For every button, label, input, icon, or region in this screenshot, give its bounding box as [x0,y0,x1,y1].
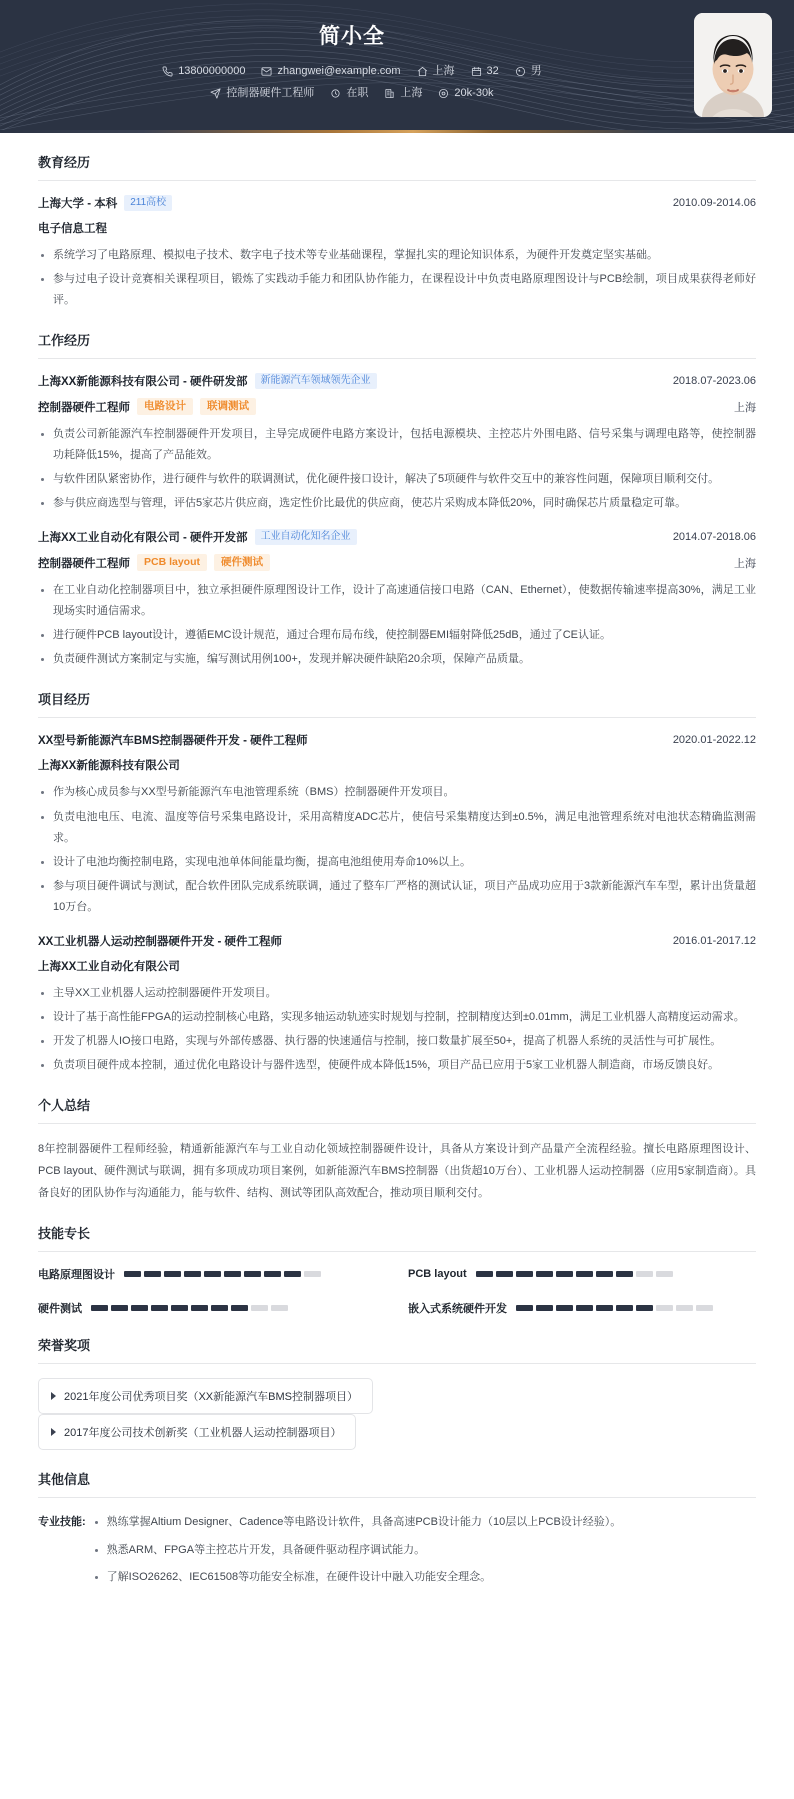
company-tag: 工业自动化知名企业 [255,529,357,545]
education-major: 电子信息工程 [38,223,107,235]
skill-segment [496,1271,513,1277]
education-header-row [38,195,756,211]
work-date: 2014.07-2018.06 [672,531,756,544]
send-icon [210,88,221,99]
skill-item [38,1266,386,1282]
calendar-icon [471,66,482,77]
school-tag: 211高校 [124,195,172,211]
job-title-text: 控制器硬件工程师 [226,87,315,99]
skill-segment [304,1271,321,1277]
other-info-list [92,1512,756,1588]
work-entry [38,373,756,514]
status-icon [330,88,341,99]
job-role: 控制器硬件工程师 [38,557,130,570]
work-date: 2018.07-2023.06 [672,375,756,388]
skill-segment [171,1305,188,1311]
skill-segment [656,1305,673,1311]
project-date: 2016.01-2017.12 [672,935,756,948]
skill-segment [656,1271,673,1277]
job-city [384,88,422,99]
project-entry [38,732,756,918]
company-name: 上海XX新能源科技有限公司 - 硬件研发部 [38,376,248,389]
project-company: 上海XX工业自动化有限公司 [38,961,180,974]
work-header-row [38,373,756,389]
salary-icon [438,88,449,99]
summary-text: 8年控制器硬件工程师经验，精通新能源汽车与工业自动化领域控制器硬件设计，具备从方案设计到产品量产全流程经验。擅长电路原理图设计、PCB layout、硬件测试与联调，拥有多项成功项目案例，如新能源汽车BMS控制器（出货超10万台）、工业机器人运动控制器（应用5家制造商）。具备良好的团队协作与沟通能力，能与软件、结构、测试等团队高效配合，推动项目顺利交付。 [38,1143,756,1200]
section-title-work: 工作经历 [38,333,91,349]
skill-segment [184,1271,201,1277]
skill-segment [516,1305,533,1311]
award-row [38,1414,756,1450]
skill-segment [556,1305,573,1311]
skill-level-bar [516,1305,713,1311]
education-bullets [38,245,756,311]
award-item[interactable] [38,1378,373,1414]
skill-segment [231,1305,248,1311]
skill-label: PCB layout [408,1268,467,1281]
skill-segment [224,1271,241,1277]
envelope-icon [261,66,272,77]
skill-item [408,1300,756,1316]
skill-segment [151,1305,168,1311]
divider [38,717,756,718]
divider [38,1363,756,1364]
skill-tag: 电路设计 [137,398,193,415]
home-icon [417,66,428,77]
other-info-label: 专业技能: [38,1516,86,1529]
skill-segment [616,1271,633,1277]
skill-segment [616,1305,633,1311]
skill-segment [536,1305,553,1311]
section-title-education: 教育经历 [38,155,91,170]
company-tag: 新能源汽车领域领先企业 [255,373,377,389]
skill-segment [676,1305,693,1311]
skill-segment [251,1305,268,1311]
portrait-photo [694,13,772,117]
section-other [38,1450,756,1588]
education-entry [38,195,756,311]
other-info-block [38,1512,756,1588]
contact-row-secondary [30,88,674,99]
skill-segment [124,1271,141,1277]
section-title-other: 其他信息 [38,1472,91,1488]
section-education [38,133,756,311]
contact-phone-text: 13800000000 [178,65,246,77]
caret-right-icon [51,1428,56,1436]
work-header-row [38,529,756,545]
resume-body [0,133,794,1615]
gender-icon [515,66,526,77]
building-icon [384,88,395,99]
list-item: 熟练掌握Altium Designer、Cadence等电路设计软件，具备高速PCB设计能力（10层以上PCB设计经验）。 [92,1512,756,1533]
skill-segment [204,1271,221,1277]
list-item: 负责项目硬件成本控制，通过优化电路设计与器件选型，使硬件成本降低15%，项目产品已应用于5家工业机器人制造商，市场反馈良好。 [38,1055,756,1076]
contact-row-primary [30,66,674,77]
expected-salary-text: 20k-30k [454,87,494,99]
contact-gender-text: 男 [530,65,542,77]
skill-segment [536,1271,553,1277]
skill-segment [144,1271,161,1277]
list-item: 主导XX工业机器人运动控制器硬件开发项目。 [38,983,756,1004]
section-title-projects: 项目经历 [38,692,91,708]
resume-header [0,0,794,130]
skill-label: 嵌入式系统硬件开发 [408,1303,507,1316]
work-bullets [38,424,756,514]
section-skills [38,1204,756,1316]
skill-segment [556,1271,573,1277]
project-name: XX型号新能源汽车BMS控制器硬件开发 - 硬件工程师 [38,735,308,748]
list-item: 熟悉ARM、FPGA等主控芯片开发，具备硬件驱动程序调试能力。 [92,1540,756,1561]
section-title-awards: 荣誉奖项 [38,1338,91,1354]
work-city: 上海 [734,401,756,414]
caret-right-icon [51,1392,56,1400]
divider [38,180,756,181]
skill-segment [476,1271,493,1277]
section-title-skills: 技能专长 [38,1226,91,1242]
list-item: 设计了电池均衡控制电路，实现电池单体间能量均衡，提高电池组使用寿命10%以上。 [38,852,756,873]
list-item: 开发了机器人IO接口电路，实现与外部传感器、执行器的快速通信与控制，接口数量扩展至50+，提高了机器人系统的灵活性与可扩展性。 [38,1031,756,1052]
contact-gender [515,66,542,77]
project-header-row [38,933,756,949]
project-company: 上海XX新能源科技有限公司 [38,760,180,773]
contact-email-text: zhangwei@example.com [277,65,401,77]
list-item: 参与过电子设计竞赛相关课程项目，锻炼了实践动手能力和团队协作能力，在课程设计中负责电路原理图设计与PCB绘制，项目成果获得老师好评。 [38,269,756,311]
contact-location-text: 上海 [432,65,455,77]
skills-grid [38,1266,756,1316]
skill-tag: 联调测试 [200,398,256,415]
skill-segment [636,1305,653,1311]
skill-segment [596,1271,613,1277]
project-bullets [38,983,756,1076]
skill-segment [284,1271,301,1277]
job-status-text: 在职 [346,87,369,99]
company-name: 上海XX工业自动化有限公司 - 硬件开发部 [38,532,248,545]
divider [38,1497,756,1498]
skill-label: 电路原理图设计 [38,1269,115,1282]
phone-icon [162,66,173,77]
skill-item [38,1300,386,1316]
skill-item [408,1266,756,1282]
project-header-row [38,732,756,748]
skill-segment [211,1305,228,1311]
divider [38,358,756,359]
list-item: 了解ISO26262、IEC61508等功能安全标准，在硬件设计中融入功能安全理念。 [92,1567,756,1588]
list-item: 设计了基于高性能FPGA的运动控制核心电路，实现多轴运动轨迹实时规划与控制，控制精度达到±0.01mm，满足工业机器人高精度运动需求。 [38,1007,756,1028]
skill-label: 硬件测试 [38,1303,82,1316]
work-role-row [38,398,756,415]
school-name: 上海大学 - 本科 [38,198,118,210]
contact-age-text: 32 [486,65,499,77]
skill-segment [264,1271,281,1277]
award-label: 2021年度公司优秀项目奖（XX新能源汽车BMS控制器项目） [64,1391,358,1404]
education-date: 2010.09-2014.06 [672,197,756,209]
list-item: 进行硬件PCB layout设计，遵循EMC设计规范，通过合理布局布线，使控制器EMI辐射降低25dB，通过了CE认证。 [38,625,756,646]
project-name: XX工业机器人运动控制器硬件开发 - 硬件工程师 [38,936,283,949]
project-date: 2020.01-2022.12 [672,734,756,747]
list-item: 参与供应商选型与管理，评估5家芯片供应商，选定性价比最优的供应商，使芯片采购成本降低20%，同时确保芯片质量稳定可靠。 [38,493,756,514]
skill-segment [131,1305,148,1311]
skill-level-bar [91,1305,288,1311]
list-item: 负责电池电压、电流、温度等信号采集电路设计，采用高精度ADC芯片，使信号采集精度达到±0.5%，满足电池管理系统对电池状态精确监测需求。 [38,807,756,849]
section-awards [38,1316,756,1450]
skill-segment [576,1271,593,1277]
section-summary [38,1076,756,1204]
divider [38,1251,756,1252]
skill-level-bar [124,1271,321,1277]
list-item: 与软件团队紧密协作，进行硬件与软件的联调测试，优化硬件接口设计，解决了5项硬件与软件交互中的兼容性问题，保障项目顺利交付。 [38,469,756,490]
work-city: 上海 [734,557,756,570]
avatar [694,13,772,117]
project-entry [38,933,756,1076]
skill-segment [244,1271,261,1277]
contact-age [471,66,499,77]
skill-segment [596,1305,613,1311]
award-row [38,1378,756,1414]
award-label: 2017年度公司技术创新奖（工业机器人运动控制器项目） [64,1427,342,1440]
list-item: 负责硬件测试方案制定与实施，编写测试用例100+，发现并解决硬件缺陷20余项，保障产品质量。 [38,649,756,670]
skill-segment [696,1305,713,1311]
skill-tag: 硬件测试 [214,554,270,571]
job-role: 控制器硬件工程师 [38,401,130,414]
section-work [38,311,756,670]
skill-segment [636,1271,653,1277]
list-item: 负责公司新能源汽车控制器硬件开发项目，主导完成硬件电路方案设计，包括电源模块、主控芯片外围电路、信号采集与调理电路等，使控制器功耗降低15%，提高了产品能效。 [38,424,756,466]
project-bullets [38,782,756,918]
contact-location [417,66,455,77]
job-city-text: 上海 [400,87,423,99]
skill-level-bar [476,1271,673,1277]
page-title: 简小全 [319,25,385,48]
section-title-summary: 个人总结 [38,1098,91,1114]
job-status [330,88,368,99]
skill-segment [164,1271,181,1277]
list-item: 在工业自动化控制器项目中，独立承担硬件原理图设计工作，设计了高速通信接口电路（CAN、Ethernet），使数据传输速率提高30%，满足工业现场实时通信需求。 [38,580,756,622]
section-projects [38,670,756,1076]
skill-segment [516,1271,533,1277]
skill-segment [576,1305,593,1311]
award-item[interactable] [38,1414,356,1450]
contact-email [261,66,400,77]
list-item: 作为核心成员参与XX型号新能源汽车电池管理系统（BMS）控制器硬件开发项目。 [38,782,756,803]
work-role-row [38,554,756,571]
expected-salary [438,88,493,99]
work-entry [38,529,756,670]
skill-segment [191,1305,208,1311]
divider [38,1123,756,1124]
contact-phone [162,66,245,77]
work-bullets [38,580,756,670]
list-item: 系统学习了电路原理、模拟电子技术、数字电子技术等专业基础课程，掌握扎实的理论知识体系，为硬件开发奠定坚实基础。 [38,245,756,266]
list-item: 参与项目硬件调试与测试，配合软件团队完成系统联调，通过了整车厂严格的测试认证，项目产品成功应用于3款新能源汽车车型，累计出货量超10万台。 [38,876,756,918]
skill-segment [91,1305,108,1311]
skill-tag: PCB layout [137,554,207,571]
job-title [210,88,314,99]
skill-segment [111,1305,128,1311]
skill-segment [271,1305,288,1311]
